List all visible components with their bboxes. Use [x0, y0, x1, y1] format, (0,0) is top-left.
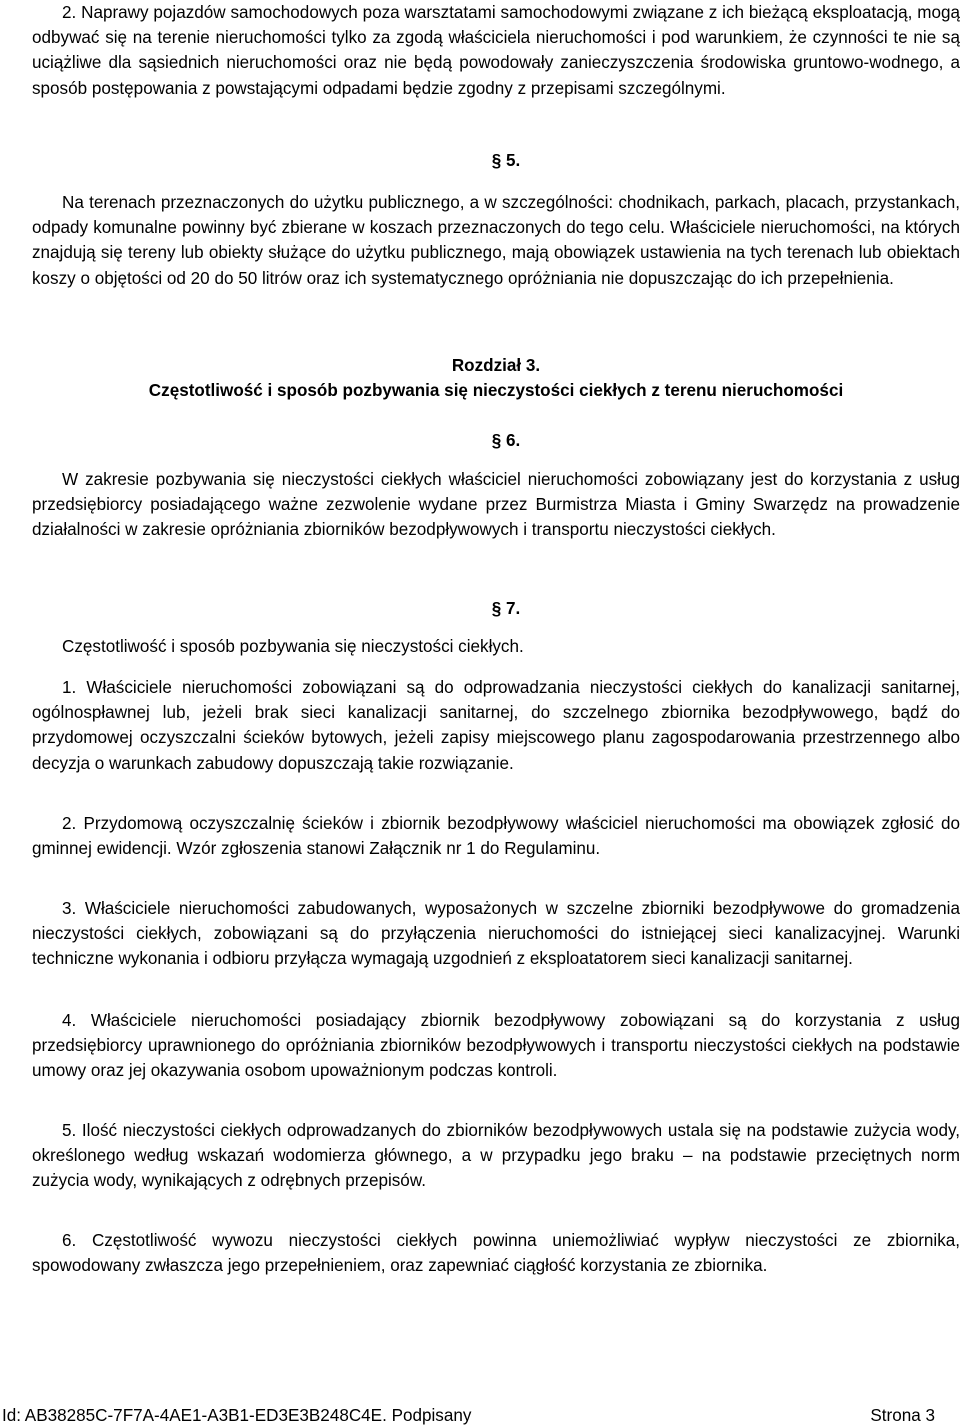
paragraph-7-1: 1. Właściciele nieruchomości zobowiązani są do odprowadzania nieczystości ciekłych do kanalizacji sanitarnej, ogólnospławnej lub, jeżeli brak sieci kanalizacji sanitarnej, do szczelnego zbiornika bezodpływowego, bądź do przydomowej oczyszczalni ścieków bytowych, jeżeli zapisy miejscowego planu zagospodarowania przestrzennego albo decyzja o warunkach zabudowy dopuszczają takie rozwiązanie.: [32, 678, 960, 773]
paragraph-4-2: 2. Naprawy pojazdów samochodowych poza warsztatami samochodowymi związane z ich bieżącą eksploatacją, mogą odbywać się na terenie nieruchomości tylko za zgodą właściciela nieruchomości i pod warunkiem, że czynności te nie są uciążliwe dla sąsiednich nieruchomości oraz nie będą powodowały zanieczyszczenia środowiska gruntowo-wodnego, a sposób postępowania z powstającymi odpadami będzie zgodny z przepisami szczególnymi.: [32, 3, 960, 98]
paragraph-7-intro: Częstotliwość i sposób pozbywania się nieczystości ciekłych.: [62, 637, 524, 656]
chapter-title: Częstotliwość i sposób pozbywania się nieczystości ciekłych z terenu nieruchomości: [148, 381, 844, 400]
document-id: Id: AB38285C-7F7A-4AE1-A3B1-ED3E3B248C4E. Podpisany: [2, 1406, 472, 1425]
section-6-heading: § 6.: [491, 431, 521, 450]
paragraph-7-5: 5. Ilość nieczystości ciekłych odprowadzanych do zbiorników bezodpływowych ustala się na podstawie zużycia wody, określonego według wskazań wodomierza głównego, a w przypadku jego braku – na podstawie przeciętnych norm zużycia wody, wynikających z odrębnych przepisów.: [32, 1121, 960, 1191]
document-page: [32, 0, 960, 1428]
page-number: Strona 3: [870, 1406, 935, 1425]
paragraph-7-2: 2. Przydomową oczyszczalnię ścieków i zbiornik bezodpływowy właściciel nieruchomości ma obowiązek zgłosić do gminnej ewidencji. Wzór zgłoszenia stanowi Załącznik nr 1 do Regulaminu.: [32, 814, 960, 859]
paragraph-7-6: 6. Częstotliwość wywozu nieczystości ciekłych powinna uniemożliwiać wypływ nieczystości ze zbiornika, spowodowany zwłaszcza jego przepełnieniem, oraz zapewniać ciągłość korzystania ze zbiornika.: [32, 1231, 960, 1276]
section-7-heading: § 7.: [491, 599, 521, 618]
paragraph-5: Na terenach przeznaczonych do użytku publicznego, a w szczególności: chodnikach, parkach, placach, przystankach, odpady komunalne powinny być zbierane w koszach przeznaczonych do tego celu. Właściciele nieruchomości, na których znajdują się tereny lub obiekty służące do użytku publicznego, mają obowiązek ustawienia na tych terenach lub obiektach koszy o objętości od 20 do 50 litrów oraz ich systematycznego opróżniania nie dopuszczając do ich przepełnienia.: [32, 193, 960, 288]
paragraph-7-3: 3. Właściciele nieruchomości zabudowanych, wyposażonych w szczelne zbiorniki bezodpływowe do gromadzenia nieczystości ciekłych, zobowiązani są do przyłączenia nieruchomości do istniejącej sieci kanalizacyjnej. Warunki techniczne wykonania i odbioru przyłącza wymagają uzgodnień z eksploatatorem sieci kanalizacji sanitarnej.: [32, 899, 960, 969]
chapter-number: Rozdział 3.: [451, 356, 541, 375]
section-5-heading: § 5.: [491, 151, 521, 170]
paragraph-6: W zakresie pozbywania się nieczystości ciekłych właściciel nieruchomości zobowiązany jest do korzystania z usług przedsiębiorcy posiadającego ważne zezwolenie wydane przez Burmistrza Miasta i Gminy Swarzędz na prowadzenie działalności w zakresie opróżniania zbiorników bezodpływowych i transportu nieczystości ciekłych.: [32, 470, 960, 540]
paragraph-7-4: 4. Właściciele nieruchomości posiadający zbiornik bezodpływowy zobowiązani są do korzystania z usług przedsiębiorcy uprawnionego do opróżniania zbiorników bezodpływowych i transportu nieczystości ciekłych na podstawie umowy oraz jej okazywania osobom upoważnionym podczas kontroli.: [32, 1011, 960, 1081]
